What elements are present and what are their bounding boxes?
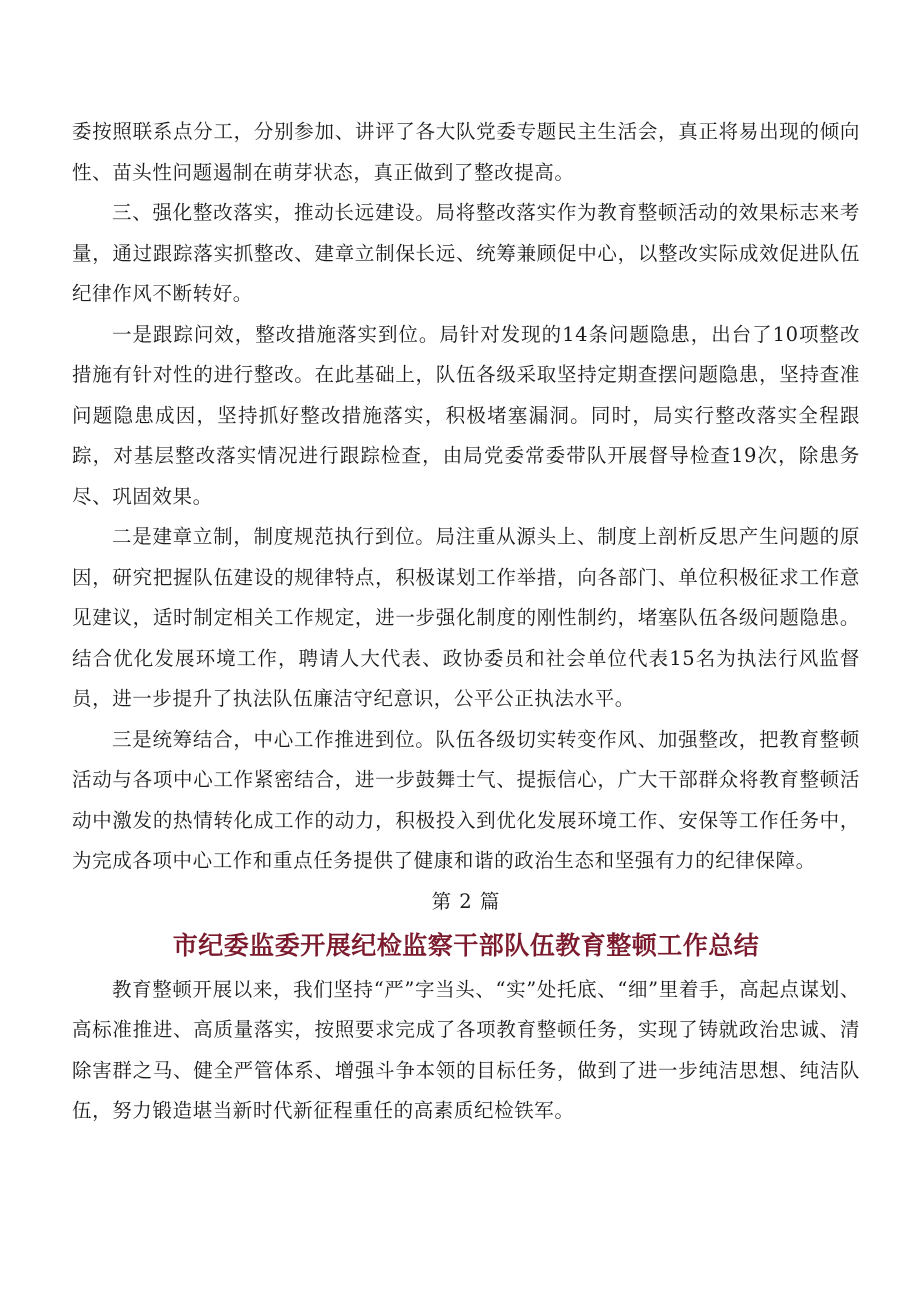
paragraph-section-three: 三、强化整改落实，推动长远建设。局将整改落实作为教育整顿活动的效果标志来考量，通过跟踪落实抓整改、建章立制保长远、统筹兼顾促中心，以整改实际成效促进队伍纪律作风不断转好。 — [72, 201, 860, 305]
paragraph-point-one: 一是跟踪问效，整改措施落实到位。局针对发现的14条问题隐患，出台了10项整改措施有针对性的进行整改。在此基础上，队伍各级采取坚持定期查摆问题隐患，坚持查准问题隐患成因，坚持抓好整改措施落实，积极堵塞漏洞。同时，局实行整改落实全程跟踪，对基层整改落实情况进行跟踪检查，由局党委常委带队开展督导检查19次，除患务尽、巩固效果。 — [72, 322, 860, 508]
paragraph-point-two: 二是建章立制，制度规范执行到位。局注重从源头上、制度上剖析反思产生问题的原因，研究把握队伍建设的规律特点，积极谋划工作举措，向各部门、单位积极征求工作意见建议，适时制定相关工作规定，进一步强化制度的刚性制约，堵塞队伍各级问题隐患。结合优化发展环境工作，聘请人大代表、政协委员和社会单位代表15名为执法行风监督员，进一步提升了执法队伍廉洁守纪意识，公平公正执法水平。 — [72, 525, 860, 710]
document-page — [72, 112, 860, 1132]
document-title: 市纪委监委开展纪检监察干部队伍教育整顿工作总结 — [172, 930, 760, 960]
paragraph-intro: 教育整顿开展以来，我们坚持“严”字当头、“实”处托底、“细”里着手，高起点谋划、高标准推进、高质量落实，按照要求完成了各项教育整顿任务，实现了铸就政治忠诚、清除害群之马、健全严管体系、增强斗争本领的目标任务，做到了进一步纯洁思想、纯洁队伍，努力锻造堪当新时代新征程重任的高素质纪检铁军。 — [72, 977, 860, 1122]
paragraph-point-three: 三是统筹结合，中心工作推进到位。队伍各级切实转变作风、加强整改，把教育整顿活动与各项中心工作紧密结合，进一步鼓舞士气、提振信心，广大干部群众将教育整顿活动中激发的热情转化成工作的动力，积极投入到优化发展环境工作、安保等工作任务中，为完成各项中心工作和重点任务提供了健康和谐的政治生态和坚强有力的纪律保障。 — [72, 727, 860, 872]
paragraph-continuation: 委按照联系点分工，分别参加、讲评了各大队党委专题民主生活会，真正将易出现的倾向性、苗头性问题遏制在萌芽状态，真正做到了整改提高。 — [72, 120, 860, 184]
section-label: 第 2 篇 — [431, 889, 501, 913]
